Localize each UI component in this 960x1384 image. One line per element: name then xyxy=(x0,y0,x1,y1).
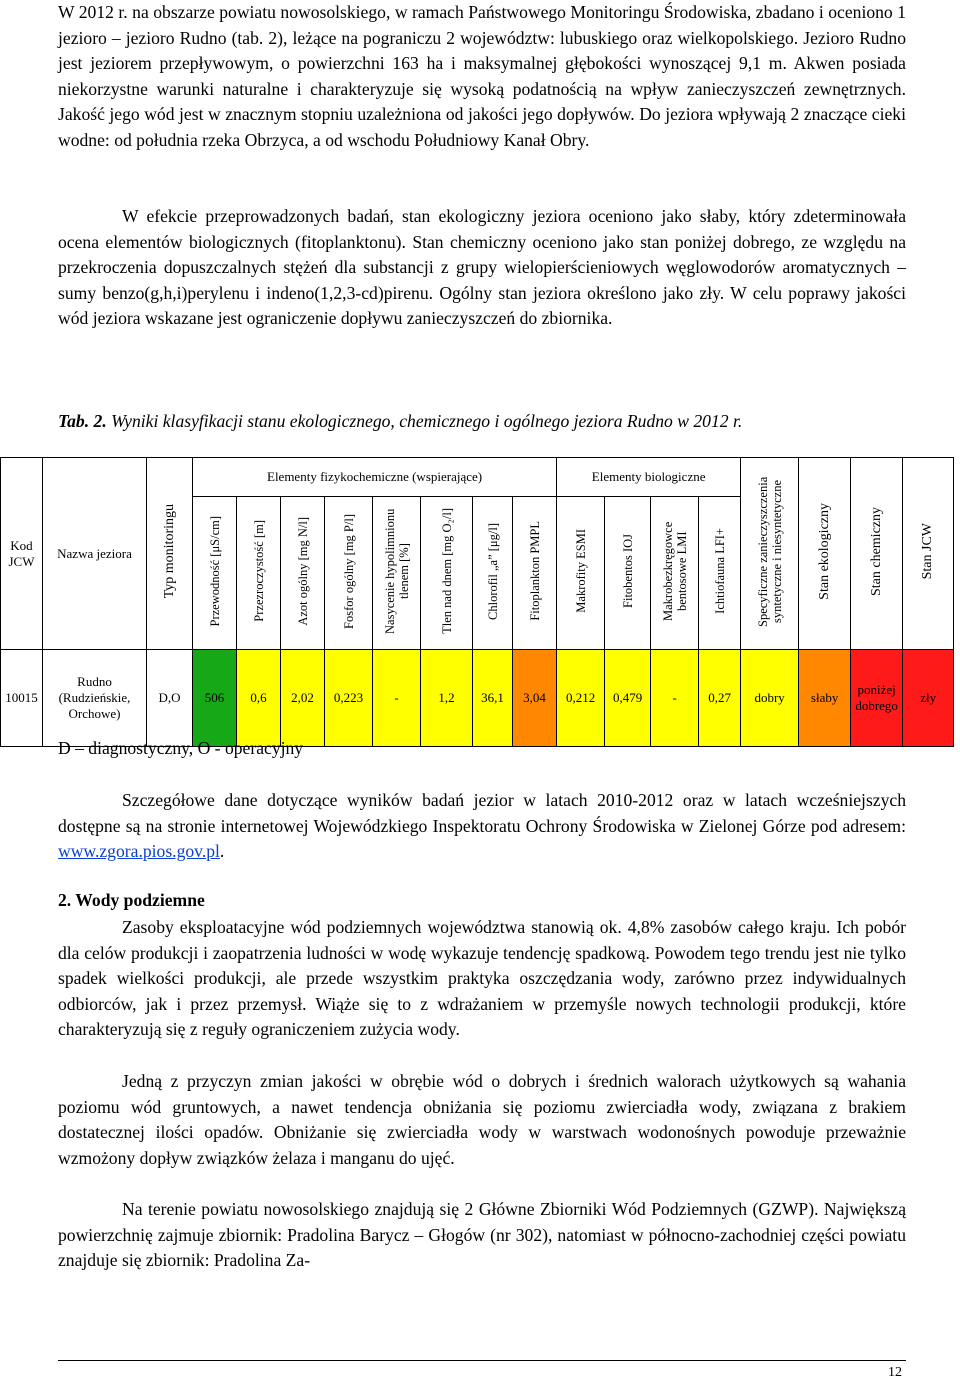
header-nasycenie: Nasycenie hypolimnionu tlenem [%] xyxy=(373,497,421,650)
paragraph-details-text: Szczegółowe dane dotyczące wyników badań jezior w latach 2010-2012 oraz w latach wcześniejszych dostępne są na stronie internetowej Wojewódzkiego Inspektoratu Ochrony Środowiska w Zielonej Górze pod adresem: xyxy=(58,790,906,836)
cell-specyficzne: dobry xyxy=(741,650,799,747)
header-specyficzne: Specyficzne zanieczyszczenia syntetyczne i niesyntetyczne xyxy=(741,458,799,650)
footer-rule xyxy=(58,1360,906,1361)
paragraph-rudno-assessment: W efekcie przeprowadzonych badań, stan ekologiczny jeziora oceniono jako słaby, który zdeterminowała ocena elementów biologicznych (fitoplanktonu). Stan chemiczny oceniono jako stan poniżej dobrego, ze względu na przekroczenia dopuszczalnych stężeń dla substancji z grupy wielopierścieniowych węglowodorów aromatycznych – sumy benzo(g,h,i)perylenu i indeno(1,2,3-cd)pirenu. Ogólny stan jeziora określono jako zły. W celu poprawy jakości wód jeziora wskazane jest ograniczenie dopływu zanieczyszczeń do zbiornika. xyxy=(58,206,906,328)
header-chlorofil: Chlorofil „a” [μg/l] xyxy=(473,497,513,650)
header-przewodnosc: Przewodność [μS/cm] xyxy=(193,497,237,650)
cell-typ: D,O xyxy=(147,650,193,747)
cell-kod: 10015 xyxy=(1,650,43,747)
header-stan-jcw: Stan JCW xyxy=(903,458,954,650)
header-kod: Kod JCW xyxy=(1,458,43,650)
header-group-physchem: Elementy fizykochemiczne (wspierające) xyxy=(193,458,557,497)
table-row xyxy=(1,650,954,747)
header-nazwa: Nazwa jeziora xyxy=(43,458,147,650)
header-ichtiofauna: Ichtiofauna LFI+ xyxy=(699,497,741,650)
cell-chlorofil: 36,1 xyxy=(473,650,513,747)
cell-makrofity: 0,212 xyxy=(557,650,605,747)
section-heading-groundwater: 2. Wody podziemne xyxy=(58,890,205,910)
cell-fitoplankton: 3,04 xyxy=(513,650,557,747)
header-makrofity: Makrofity ESMI xyxy=(557,497,605,650)
cell-stan-jcw: zły xyxy=(903,650,954,747)
cell-stan-eko: słaby xyxy=(799,650,851,747)
cell-przewodnosc: 506 xyxy=(193,650,237,747)
lake-classification-table xyxy=(0,457,954,747)
header-fosfor: Fosfor ogólny [mg P/l] xyxy=(325,497,373,650)
cell-azot: 2,02 xyxy=(281,650,325,747)
cell-nasycenie: - xyxy=(373,650,421,747)
paragraph-gzwp: Na terenie powiatu nowosolskiego znajdują się 2 Główne Zbiorniki Wód Podziemnych (GZWP). Największą powierzchnię zajmuje zbiornik: Pradolina Barycz – Głogów (nr 302), natomiast w północno-zachodniej części powiatu znajduje się zbiornik: Pradolina Za- xyxy=(58,1199,906,1270)
cell-ichtiofauna: 0,27 xyxy=(699,650,741,747)
paragraph-rudno-description: W 2012 r. na obszarze powiatu nowosolskiego, w ramach Państwowego Monitoringu Środowiska, zbadano i oceniono 1 jezioro – jezioro Rudno (tab. 2), leżące na pograniczu 2 województw: lubuskiego oraz wielkopolskiego. Jezioro Rudno jest jeziorem przepływowym, o powierzchni 163 ha i maksymalnej głębokości wynoszącej 9,1 m. Akwen posiada niekorzystne warunki naturalne i charakteryzuje się wysoką podatnością na wpływ zanieczyszczeń zewnętrznych. Jakość jego wód jest w znacznym stopniu uzależniona od jakości jego dopływów. Do jeziora wpływają 2 znaczące cieki wodne: od południa rzeka Obrzyca, a od wschodu Południowy Kanał Obry. xyxy=(58,2,906,150)
paragraph-details-end: . xyxy=(219,841,225,861)
cell-makrobezkregowce: - xyxy=(651,650,699,747)
cell-fitobentos: 0,479 xyxy=(605,650,651,747)
paragraph-groundwater-quality: Jedną z przyczyn zmian jakości w obrębie wód o dobrych i średnich walorach użytkowych są wahania poziomu wód gruntowych, a nawet tendencja obniżania się poziomu zwierciadła wody, związana z brakiem dostatecznej ilości opadów. Obniżanie się zwierciadła wody w warstwach wodonośnych powoduje przeważnie wzmożony dopływ związków żelaza i manganu do ujęć. xyxy=(58,1071,906,1168)
cell-fosfor: 0,223 xyxy=(325,650,373,747)
header-fitobentos: Fitobentos IOJ xyxy=(605,497,651,650)
table-caption-label: Tab. 2. xyxy=(58,411,107,431)
header-przezroczystosc: Przezroczystość [m] xyxy=(237,497,281,650)
paragraph-groundwater-resources: Zasoby eksploatacyjne wód podziemnych województwa stanowią ok. 4,8% zasobów całego kraju. Ich pobór dla celów produkcji i zaopatrzenia ludności w wodę wykazuje tendencję spadkową. Powodem tego trendu jest nie tylko spadek wielkości produkcji, ale przede wszystkim praktyka oszczędzania wody, zarówno przez indywidualnych odbiorców, jak i przez przemysł. Wiąże się to z wdrażaniem w przemyśle nowych technologii produkcji, które charakteryzują się z reguły ograniczeniem zużycia wody. xyxy=(58,917,906,1039)
table-legend-note: D – diagnostyczny, O - operacyjny xyxy=(58,738,304,758)
header-typ: Typ monitoringu xyxy=(147,458,193,650)
cell-przezroczystosc: 0,6 xyxy=(237,650,281,747)
header-group-biological: Elementy biologiczne xyxy=(557,458,741,497)
cell-tlen: 1,2 xyxy=(421,650,473,747)
wios-website-link[interactable]: www.zgora.pios.gov.pl xyxy=(58,841,220,861)
cell-nazwa: Rudno (Rudzieńskie, Orchowe) xyxy=(43,650,147,747)
header-fitoplankton: Fitoplankton PMPL xyxy=(513,497,557,650)
paragraph-details-link xyxy=(58,788,906,865)
header-azot: Azot ogólny [mg N/l] xyxy=(281,497,325,650)
cell-stan-chem: poniżej dobrego xyxy=(851,650,903,747)
page-number: 12 xyxy=(888,1365,902,1380)
header-stan-chem: Stan chemiczny xyxy=(851,458,903,650)
header-stan-eko: Stan ekologiczny xyxy=(799,458,851,650)
header-tlen: Tlen nad dnem [mg O₂/l] xyxy=(421,497,473,650)
table-caption xyxy=(58,410,906,433)
header-makrobezkregowce: Makrobezkręgowce bentosowe LMI xyxy=(651,497,699,650)
table-caption-text: Wyniki klasyfikacji stanu ekologicznego, chemicznego i ogólnego jeziora Rudno w 2012 r. xyxy=(106,411,743,431)
